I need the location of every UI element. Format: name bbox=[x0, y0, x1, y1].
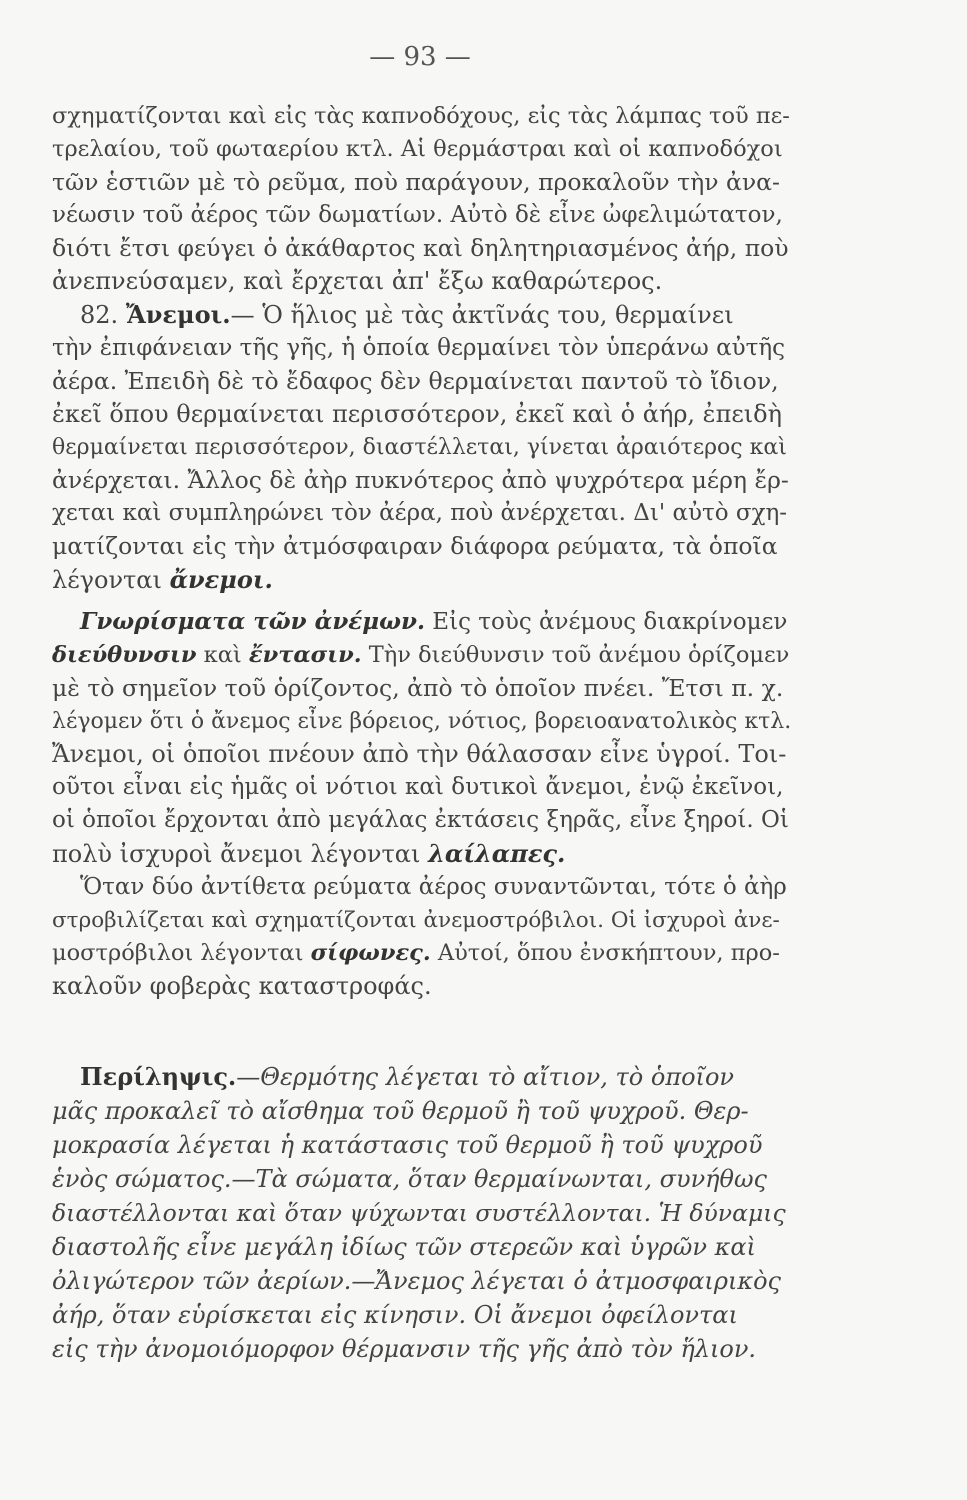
section-heading: Ἄνεμοι. bbox=[125, 300, 231, 329]
text-line: ὀλιγώτερον τῶν ἀερίων.—Ἄνεμος λέγεται ὁ ἀτμοσφαιρικὸς bbox=[52, 1267, 781, 1295]
text-line: λέγομεν ὅτι ὁ ἄνεμος εἶνε βόρειος, νότιος, βορειοανατολικὸς κτλ. bbox=[52, 709, 792, 734]
text-line: ἀέρα. Ἐπειδὴ δὲ τὸ ἔδαφος δὲν θερμαίνεται παντοῦ τὸ ἴδιον, bbox=[52, 367, 779, 395]
text-line: χεται καὶ συμπληρώνει τὸν ἀέρα, ποὺ ἀνέρχεται. Δι' αὐτὸ σχη- bbox=[52, 500, 788, 526]
text-line: οἱ ὁποῖοι ἔρχονται ἀπὸ μεγάλας ἐκτάσεις ξηρᾶς, εἶνε ξηροί. Οἱ bbox=[52, 807, 789, 833]
text-line: ἀνέρχεται. Ἄλλος δὲ ἀὴρ πυκνότερος ἀπὸ ψυχρότερα μέρη ἔρ- bbox=[52, 466, 789, 494]
summary-heading: Περίληψις. bbox=[80, 1062, 237, 1091]
term-siphones: σίφωνες. bbox=[310, 940, 431, 966]
text-line: εἰς τὴν ἀνομοιόμορφον θέρμανσιν τῆς γῆς ἀπὸ τὸν ἥλιον. bbox=[52, 1335, 757, 1363]
text-line: Περίληψις.—Θερμότης λέγεται τὸ αἴτιον, τὸ ὁποῖον bbox=[80, 1062, 734, 1091]
text-line: διαστέλλονται καὶ ὅταν ψύχωνται συστέλλονται. Ἡ δύναμις bbox=[52, 1199, 786, 1227]
term-intensity: ἔντασιν. bbox=[248, 642, 362, 668]
text-line: Ἄνεμοι, οἱ ὁποῖοι πνέουν ἀπὸ τὴν θάλασσαν εἶνε ὑγροί. Τοι- bbox=[52, 740, 787, 768]
text-line: καλοῦν φοβερὰς καταστροφάς. bbox=[52, 972, 432, 1000]
text-line: τὴν ἐπιφάνειαν τῆς γῆς, ἡ ὁποία θερμαίνει τὸν ὑπεράνω αὐτῆς bbox=[52, 335, 786, 361]
paragraph-wind-features bbox=[52, 605, 792, 871]
text-line: μᾶς προκαλεῖ τὸ αἴσθημα τοῦ θερμοῦ ἢ τοῦ ψυχροῦ. Θερ- bbox=[52, 1097, 749, 1125]
text-line: 82. Ἄνεμοι.— Ὁ ἥλιος μὲ τὰς ἀκτῖνάς του, θερμαίνει bbox=[80, 300, 734, 329]
text-line: μὲ τὸ σημεῖον τοῦ ὁρίζοντος, ἀπὸ τὸ ὁποῖον πνέει. Ἔτσι π. χ. bbox=[52, 674, 784, 702]
page-number: — 93 — bbox=[369, 42, 471, 72]
text-line: διότι ἔτσι φεύγει ὁ ἀκάθαρτος καὶ δηλητηριασμένος ἀήρ, ποὺ bbox=[52, 234, 789, 262]
text-line: ἀνεπνεύσαμεν, καὶ ἔρχεται ἀπ' ἔξω καθαρώτερος. bbox=[52, 267, 663, 295]
subsection-heading: Γνωρίσματα τῶν ἀνέμων. bbox=[80, 608, 425, 635]
text-line: Γνωρίσματα τῶν ἀνέμων. Εἰς τοὺς ἀνέμους διακρίνομεν bbox=[80, 608, 788, 635]
term-anemoi: ἄνεμοι. bbox=[169, 565, 273, 594]
text-line: Ὅταν δύο ἀντίθετα ρεύματα ἀέρος συναντῶνται, τότε ὁ ἀὴρ bbox=[80, 874, 787, 900]
section-number: 82. bbox=[80, 301, 119, 329]
text-line: θερμαίνεται περισσότερον, διαστέλλεται, γίνεται ἀραιότερος καὶ bbox=[52, 435, 787, 460]
summary-section bbox=[52, 1060, 792, 1366]
text-line: σχηματίζονται καὶ εἰς τὰς καπνοδόχους, εἰς τὰς λάμπας τοῦ πε- bbox=[52, 103, 790, 129]
text-line: λέγονται ἄνεμοι. bbox=[52, 565, 273, 594]
text-line: τρελαίου, τοῦ φωταερίου κτλ. Αἱ θερμάστραι καὶ οἱ καπνοδόχοι bbox=[52, 136, 783, 162]
text-line: οῦτοι εἶναι εἰς ἡμᾶς οἱ νότιοι καὶ δυτικοὶ ἄνεμοι, ἐνῷ ἐκεῖνοι, bbox=[52, 774, 784, 800]
term-lailapes: λαίλαπες. bbox=[428, 839, 566, 868]
text-line: ἑνὸς σώματος.—Τὰ σώματα, ὅταν θερμαίνωνται, συνήθως bbox=[52, 1165, 767, 1193]
text-line: ματίζονται εἰς τὴν ἀτμόσφαιραν διάφορα ρεύματα, τὰ ὁποῖα bbox=[52, 532, 778, 560]
text-line: διεύθυνσιν καὶ ἔντασιν. Τὴν διεύθυνσιν τοῦ ἀνέμου ὁρίζομεν bbox=[52, 642, 790, 668]
text-line: τῶν ἑστιῶν μὲ τὸ ρεῦμα, ποὺ παράγουν, προκαλοῦν τὴν ἀνα- bbox=[52, 168, 780, 196]
text-line: διαστολῆς εἶνε μεγάλη ἰδίως τῶν στερεῶν καὶ ὑγρῶν καὶ bbox=[52, 1233, 756, 1261]
paragraph-chimneys bbox=[52, 100, 792, 298]
main-text bbox=[52, 100, 792, 1003]
paragraph-whirlwinds bbox=[52, 871, 792, 1003]
text-line: πολὺ ἰσχυροὶ ἄνεμοι λέγονται λαίλαπες. bbox=[52, 839, 566, 868]
text-line: ἀήρ, ὅταν εὑρίσκεται εἰς κίνησιν. Οἱ ἄνεμοι ὀφείλονται bbox=[52, 1301, 738, 1329]
text-line: μοκρασία λέγεται ἡ κατάστασις τοῦ θερμοῦ ἢ τοῦ ψυχροῦ bbox=[52, 1131, 763, 1159]
text-line: νέωσιν τοῦ ἀέρος τῶν δωματίων. Αὐτὸ δὲ εἶνε ὠφελιμώτατον, bbox=[52, 202, 783, 228]
term-direction: διεύθυνσιν bbox=[52, 642, 197, 668]
paragraph-winds bbox=[52, 298, 792, 597]
text-line: στροβιλίζεται καὶ σχηματίζονται ἀνεμοστρόβιλοι. Οἱ ἰσχυροὶ ἀνε- bbox=[52, 908, 780, 933]
text-line: μοστρόβιλοι λέγονται σίφωνες. Αὐτοί, ὅπου ἐνσκήπτουν, προ- bbox=[52, 940, 780, 966]
text-line: ἐκεῖ ὅπου θερμαίνεται περισσότερον, ἐκεῖ καὶ ὁ ἀήρ, ἐπειδὴ bbox=[52, 400, 783, 428]
